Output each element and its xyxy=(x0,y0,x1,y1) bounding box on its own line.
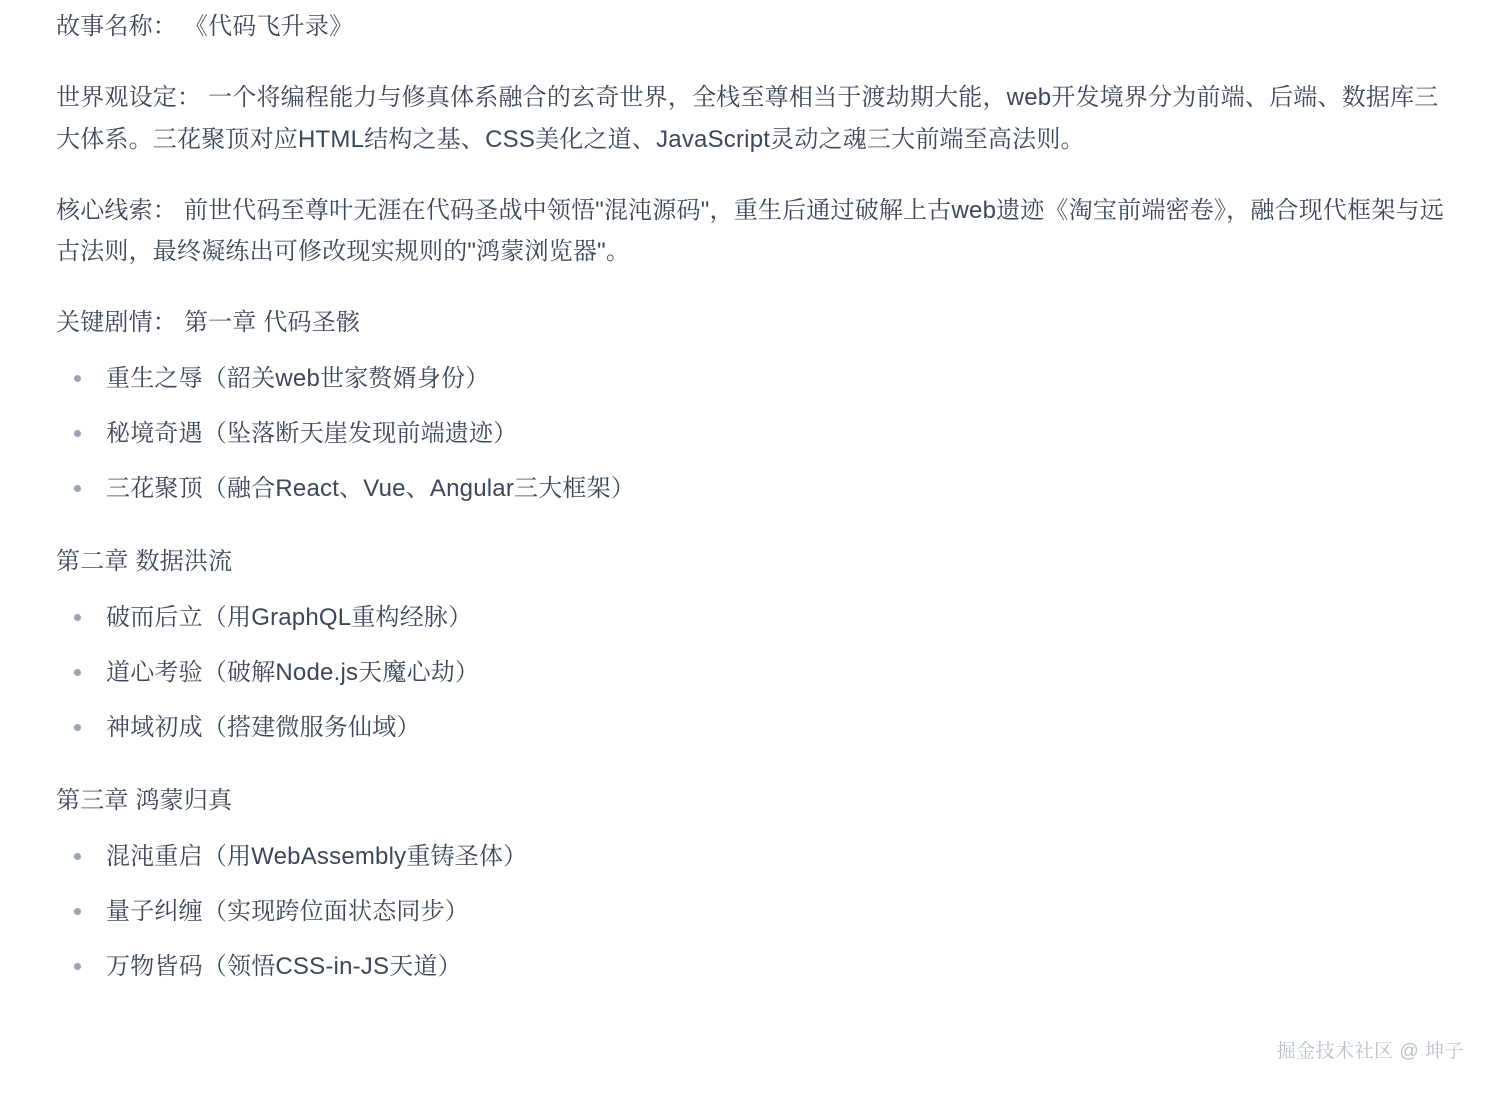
chapter-two-heading: 第二章 数据洪流 xyxy=(56,548,233,576)
list-item xyxy=(56,946,1450,987)
list-item xyxy=(56,836,1450,877)
list-item-label: 重生之辱（韶关web世家赘婿身份） xyxy=(106,364,490,392)
document-page xyxy=(0,6,1506,1097)
list-item-label: 秘境奇遇（坠落断天崖发现前端遗迹） xyxy=(106,419,518,447)
core-clue-paragraph: 核心线索： 前世代码至尊叶无涯在代码圣战中领悟"混沌源码"，重生后通过破解上古web遗迹《淘宝前端密卷》，融合现代框架与远古法则，最终凝练出可修改现实规则的"鸿蒙浏览器"。 xyxy=(56,196,1444,266)
list-item xyxy=(56,358,1450,399)
bullet-dot-icon xyxy=(74,724,81,731)
list-item xyxy=(56,652,1450,693)
list-item xyxy=(56,468,1450,509)
list-item xyxy=(56,891,1450,932)
chapter-one-list xyxy=(56,358,1450,510)
list-item-label: 神域初成（搭建微服务仙域） xyxy=(106,714,421,742)
bullet-dot-icon xyxy=(74,485,81,492)
bullet-dot-icon xyxy=(74,614,81,621)
bullet-dot-icon xyxy=(74,375,81,382)
list-item xyxy=(56,597,1450,638)
bullet-dot-icon xyxy=(74,853,81,860)
bullet-dot-icon xyxy=(74,963,81,970)
watermark: 掘金技术社区 @ 坤子 xyxy=(1276,1041,1464,1062)
list-item xyxy=(56,707,1450,748)
bullet-dot-icon xyxy=(74,430,81,437)
list-item-label: 三花聚顶（融合React、Vue、Angular三大框架） xyxy=(106,475,636,503)
bullet-dot-icon xyxy=(74,669,81,676)
list-item xyxy=(56,413,1450,454)
list-item-label: 道心考验（破解Node.js天魔心劫） xyxy=(106,658,480,686)
chapter-three-heading: 第三章 鸿蒙归真 xyxy=(56,787,233,815)
worldview-paragraph: 世界观设定： 一个将编程能力与修真体系融合的玄奇世界，全栈至尊相当于渡劫期大能，web开发境界分为前端、后端、数据库三大体系。三花聚顶对应HTML结构之基、CSS美化之道、JavaScript灵动之魂三大前端至高法则。 xyxy=(56,84,1439,153)
list-item-label: 万物皆码（领悟CSS-in-JS天道） xyxy=(106,953,462,981)
list-item-label: 混沌重启（用WebAssembly重铸圣体） xyxy=(106,842,528,870)
list-item-label: 量子纠缠（实现跨位面状态同步） xyxy=(106,897,469,925)
list-item-label: 破而后立（用GraphQL重构经脉） xyxy=(106,603,473,631)
story-name-paragraph: 故事名称： 《代码飞升录》 xyxy=(56,13,354,40)
chapter-two-list xyxy=(56,597,1450,749)
bullet-dot-icon xyxy=(74,908,81,915)
key-plot-paragraph: 关键剧情： 第一章 代码圣骸 xyxy=(56,309,361,337)
chapter-three-list xyxy=(56,836,1450,988)
